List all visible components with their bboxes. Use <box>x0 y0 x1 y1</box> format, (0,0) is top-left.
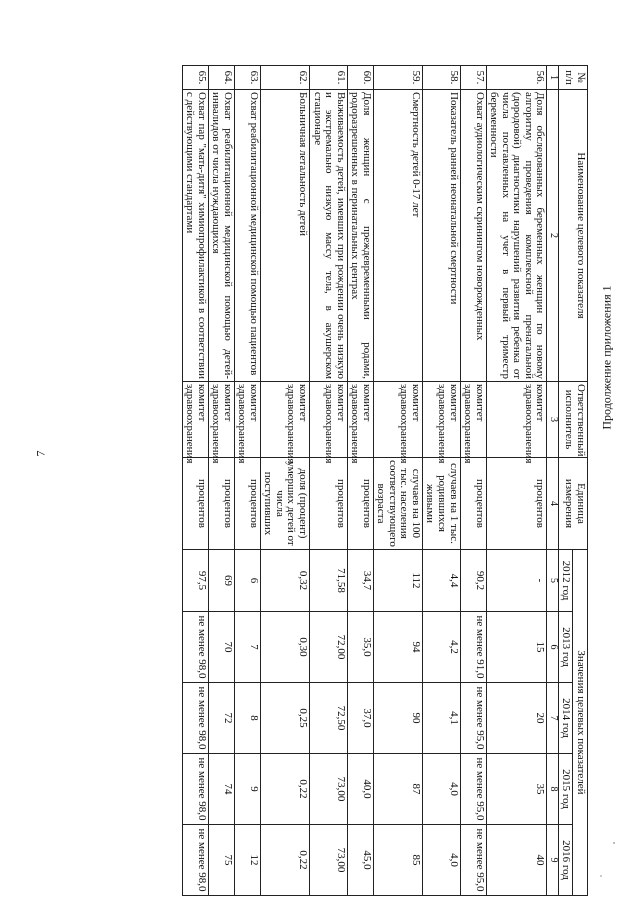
executor-cell: комитет здравоохранения <box>234 382 260 458</box>
executor-cell: комитет здравоохранения <box>422 382 460 458</box>
column-number: 8 <box>547 754 559 825</box>
value-2015: 9 <box>234 754 260 825</box>
indicator-name: Смертность детей 0-17 лет <box>373 90 422 382</box>
value-2013: 7 <box>234 612 260 683</box>
executor-cell: комитет здравоохранения <box>208 382 234 458</box>
unit-cell: процентов <box>310 458 348 550</box>
unit-cell: процентов <box>208 458 234 550</box>
value-2013: не менее 98,0 <box>182 612 208 683</box>
table-row <box>460 66 486 896</box>
value-2016: 75 <box>208 825 234 896</box>
value-2016: 40 <box>486 825 547 896</box>
executor-cell: комитет здравоохранения <box>260 382 309 458</box>
value-2013: 4,2 <box>422 612 460 683</box>
value-2014: 20 <box>486 683 547 754</box>
row-number: 60. <box>347 66 373 90</box>
row-number: 59. <box>373 66 422 90</box>
value-2016: не менее 98,0 <box>182 825 208 896</box>
value-2014: не менее 95,0 <box>460 683 486 754</box>
value-2014: 90 <box>373 683 422 754</box>
value-2015: 40,0 <box>347 754 373 825</box>
value-2014: 8 <box>234 683 260 754</box>
table-row <box>486 66 547 896</box>
table-row <box>260 66 309 896</box>
header-year-2016: 2016 год <box>558 825 573 896</box>
table-row <box>310 66 348 896</box>
value-2013: 35,0 <box>347 612 373 683</box>
row-number: 56. <box>486 66 547 90</box>
value-2015: не менее 95,0 <box>460 754 486 825</box>
column-number: 2 <box>547 90 559 382</box>
table-row <box>373 66 422 896</box>
unit-cell: процентов <box>234 458 260 550</box>
value-2012: 69 <box>208 550 234 612</box>
header-year-2014: 2014 год <box>558 683 573 754</box>
value-2015: 4,0 <box>422 754 460 825</box>
value-2016: не менее 95,0 <box>460 825 486 896</box>
unit-cell: случаев на 100 тыс. населения соответствующего возраста <box>373 458 422 550</box>
value-2016: 4,0 <box>422 825 460 896</box>
value-2016: 12 <box>234 825 260 896</box>
table-row <box>208 66 234 896</box>
indicator-name: Охват реабилитационной медицинской помощью пациентов <box>234 90 260 382</box>
scan-speck <box>600 875 602 877</box>
indicator-name: Доля обследованных беременных женщин по новому алгоритму проведения комплексной пренатальной (дородовой) диагностики нарушений развития ребенка от числа поставленных на учет в первый триместр беременности <box>486 90 547 382</box>
indicator-name: Доля женщин с преждевременными родами, родоразрешенных в перинатальных центрах <box>347 90 373 382</box>
rotated-table-container <box>78 65 588 895</box>
indicator-name: Охват аудиологическим скринингом новорожденных <box>460 90 486 382</box>
unit-cell: случаев на 1 тыс. родившихся живыми <box>422 458 460 550</box>
value-2012: 6 <box>234 550 260 612</box>
value-2013: не менее 91,0 <box>460 612 486 683</box>
page-number: 7 <box>33 450 48 457</box>
column-number: 4 <box>547 458 559 550</box>
row-number: 63. <box>234 66 260 90</box>
value-2013: 72,00 <box>310 612 348 683</box>
value-2014: 0,25 <box>260 683 309 754</box>
continuation-caption: Продолжение приложения 1 <box>599 285 614 430</box>
header-unit: Единица измерения <box>558 458 587 550</box>
header-values-group: Значения целевых показателей <box>573 550 588 896</box>
value-2012: 34,7 <box>347 550 373 612</box>
value-2014: 37,0 <box>347 683 373 754</box>
value-2013: 70 <box>208 612 234 683</box>
indicator-name: Охват реабилитационной медицинской помощью детей-инвалидов от числа нуждающихся <box>208 90 234 382</box>
row-number: 64. <box>208 66 234 90</box>
value-2014: 72,50 <box>310 683 348 754</box>
header-year-2013: 2013 год <box>558 612 573 683</box>
row-number: 58. <box>422 66 460 90</box>
scan-speck <box>613 842 615 844</box>
unit-cell: процентов <box>347 458 373 550</box>
value-2012: 71,58 <box>310 550 348 612</box>
column-number: 6 <box>547 612 559 683</box>
column-number: 9 <box>547 825 559 896</box>
unit-cell: процентов <box>460 458 486 550</box>
table-row <box>234 66 260 896</box>
value-2013: 15 <box>486 612 547 683</box>
executor-cell: комитет здравоохранения <box>373 382 422 458</box>
value-2014: не менее 98,0 <box>182 683 208 754</box>
executor-cell: комитет здравоохранения <box>460 382 486 458</box>
column-number: 5 <box>547 550 559 612</box>
table-row <box>347 66 373 896</box>
executor-cell: комитет здравоохранения <box>182 382 208 458</box>
header-executor: Ответственный исполнитель <box>558 382 587 458</box>
header-name: Наименование целевого показателя <box>558 90 587 382</box>
indicator-name: Охват пар "мать-дитя" химиопрофилактикой в соответствии с действующими стандартами <box>182 90 208 382</box>
unit-cell: процентов <box>486 458 547 550</box>
value-2015: 35 <box>486 754 547 825</box>
indicator-name: Больничная летальность детей <box>260 90 309 382</box>
column-number: 1 <box>547 66 559 90</box>
header-year-2015: 2015 год <box>558 754 573 825</box>
value-2016: 45,0 <box>347 825 373 896</box>
table-row <box>422 66 460 896</box>
table-body <box>182 66 547 896</box>
value-2012: 4,4 <box>422 550 460 612</box>
value-2015: 0,22 <box>260 754 309 825</box>
executor-cell: комитет здравоохранения <box>486 382 547 458</box>
column-number: 3 <box>547 382 559 458</box>
value-2013: 0,30 <box>260 612 309 683</box>
value-2014: 4,1 <box>422 683 460 754</box>
column-number-row <box>547 66 559 896</box>
value-2012: 90,2 <box>460 550 486 612</box>
executor-cell: комитет здравоохранения <box>347 382 373 458</box>
value-2014: 72 <box>208 683 234 754</box>
unit-cell: доля (процент) умерших детей от числа поступивших <box>260 458 309 550</box>
value-2012: 97,5 <box>182 550 208 612</box>
value-2013: 94 <box>373 612 422 683</box>
value-2016: 85 <box>373 825 422 896</box>
indicator-name: Показатель ранней неонатальной смертности <box>422 90 460 382</box>
value-2015: не менее 98,0 <box>182 754 208 825</box>
executor-cell: комитет здравоохранения <box>310 382 348 458</box>
value-2016: 73,00 <box>310 825 348 896</box>
indicator-name: Выживаемость детей, имевших при рождении очень низкую и экстремально низкую массу тела, в акушерском стационаре <box>310 90 348 382</box>
value-2012: - <box>486 550 547 612</box>
value-2015: 74 <box>208 754 234 825</box>
header-no: № п/п <box>558 66 587 90</box>
row-number: 61. <box>310 66 348 90</box>
column-number: 7 <box>547 683 559 754</box>
value-2015: 87 <box>373 754 422 825</box>
value-2012: 112 <box>373 550 422 612</box>
row-number: 65. <box>182 66 208 90</box>
value-2016: 0,22 <box>260 825 309 896</box>
indicators-table <box>182 65 588 896</box>
row-number: 57. <box>460 66 486 90</box>
header-year-2012: 2012 год <box>558 550 573 612</box>
unit-cell: процентов <box>182 458 208 550</box>
value-2015: 73,00 <box>310 754 348 825</box>
table-header <box>547 66 588 896</box>
row-number: 62. <box>260 66 309 90</box>
value-2012: 0,32 <box>260 550 309 612</box>
table-row <box>182 66 208 896</box>
